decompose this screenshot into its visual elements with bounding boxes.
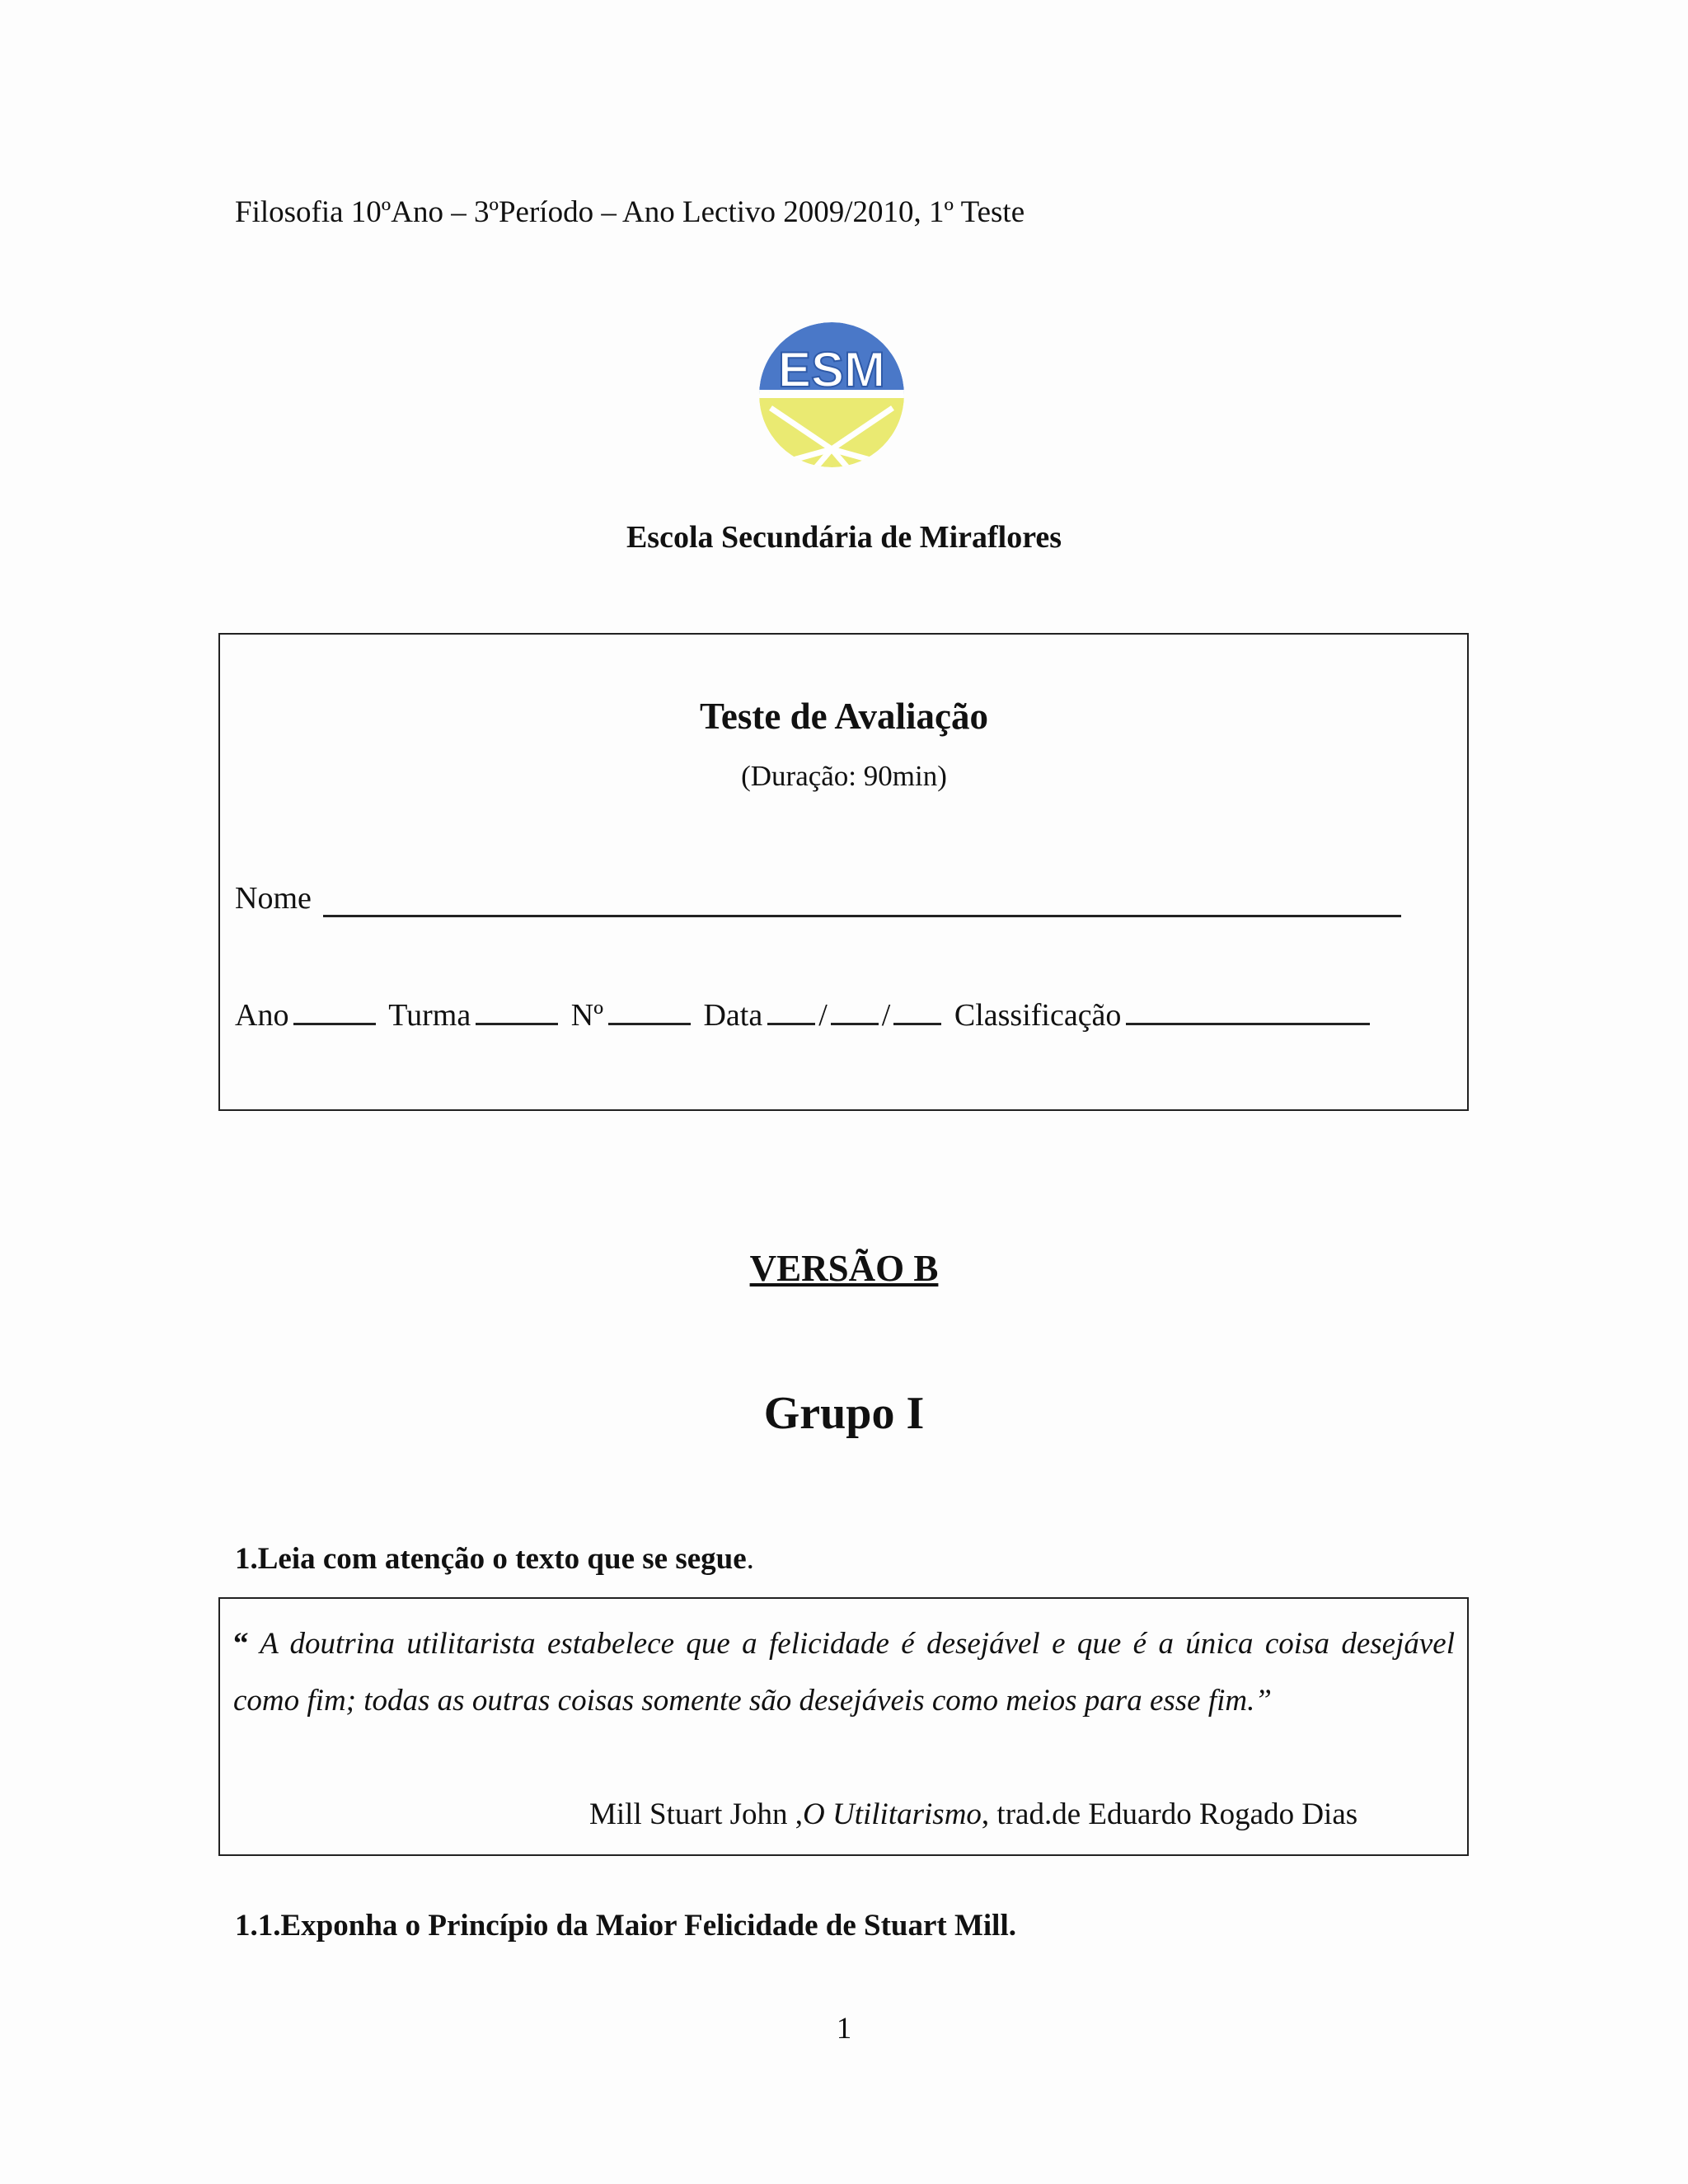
numero-label: Nº [570, 998, 603, 1033]
numero-field-line[interactable] [608, 993, 691, 1025]
quote-work: O Utilitarismo [803, 1797, 982, 1831]
ano-field-line[interactable] [293, 993, 376, 1025]
question-1-text: 1.Leia com atenção o texto que se segue [235, 1542, 747, 1576]
quote-source [589, 1797, 1357, 1832]
details-row [235, 993, 1375, 1033]
school-name: Escola Secundária de Miraflores [626, 520, 1062, 555]
date-year-line[interactable] [893, 993, 941, 1025]
date-separator: / [881, 998, 891, 1033]
document-header: Filosofia 10ºAno – 3ºPeríodo – Ano Lectivo 2009/2010, 1º Teste [235, 195, 1025, 229]
quote-translation: , trad.de Eduardo Rogado Dias [981, 1797, 1358, 1831]
quote-open-mark: “ [233, 1627, 249, 1661]
turma-field-line[interactable] [476, 993, 558, 1025]
logo-letters: ESM [777, 342, 886, 397]
data-label: Data [703, 998, 763, 1033]
date-separator: / [818, 998, 828, 1033]
name-row [235, 880, 312, 916]
ano-label: Ano [235, 998, 289, 1033]
school-logo [754, 317, 909, 472]
question-1 [235, 1541, 754, 1577]
page-number: 1 [836, 2012, 852, 2046]
turma-label: Turma [388, 998, 471, 1033]
name-label: Nome [235, 881, 312, 916]
classificacao-field-line[interactable] [1126, 993, 1370, 1025]
classificacao-label: Classificação [954, 998, 1122, 1033]
quote-text [233, 1615, 1455, 1729]
question-1-suffix: . [746, 1542, 754, 1576]
date-day-line[interactable] [767, 993, 815, 1025]
version-label: VERSÃO B [749, 1248, 939, 1289]
group-title: Grupo I [763, 1388, 925, 1439]
date-month-line[interactable] [831, 993, 879, 1025]
name-field-line[interactable] [323, 915, 1401, 917]
quote-body: A doutrina utilitarista estabelece que a felicidade é desejável e que é a única coisa desejável como fim; todas as outras coisas somente são desejáveis como meios para esse fim.” [233, 1627, 1455, 1718]
test-title: Teste de Avaliação [700, 696, 988, 737]
test-duration: (Duração: 90min) [741, 760, 947, 792]
question-1-1: 1.1.Exponha o Princípio da Maior Felicidade de Stuart Mill. [235, 1909, 1016, 1943]
quote-author: Mill Stuart John , [589, 1797, 804, 1831]
